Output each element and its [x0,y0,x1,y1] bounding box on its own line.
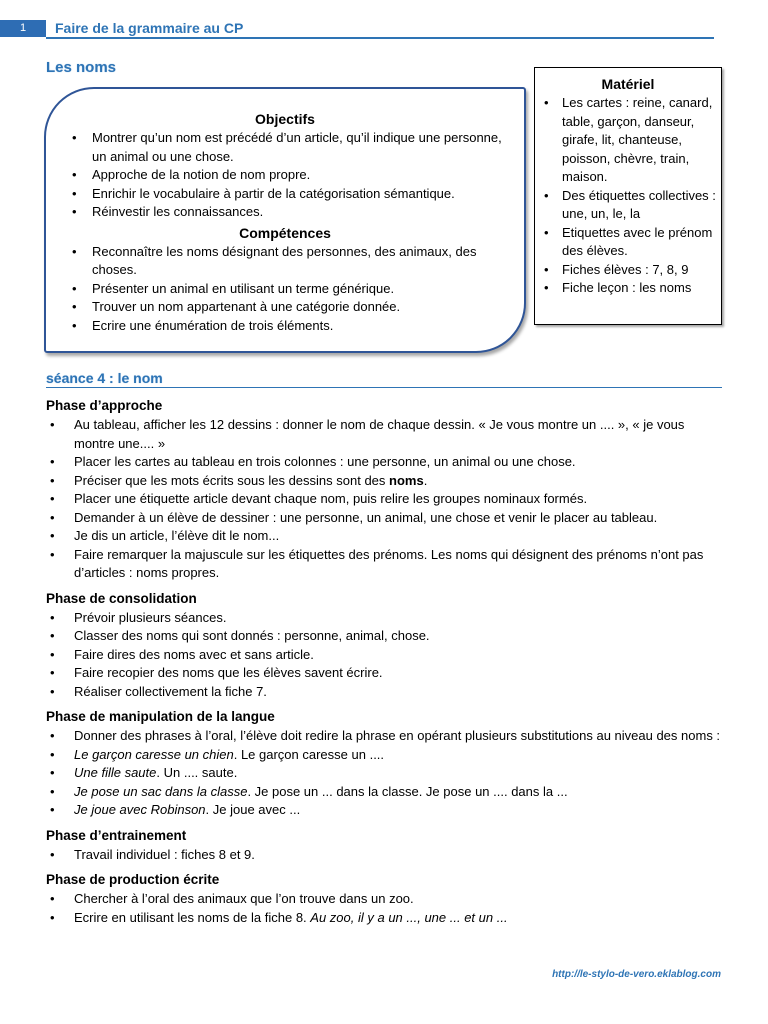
materiel-heading: Matériel [601,76,655,92]
objectifs-list [62,129,506,222]
text-run: Faire recopier des noms que les élèves savent écrire. [74,665,383,680]
phase-list [46,416,722,583]
phase-list [46,890,722,927]
competence-item: • Trouver un nom appartenant à une catégorie donnée. [62,298,506,317]
phase-list [46,609,722,702]
phase-heading: Phase de manipulation de la langue [46,709,275,724]
text-run: Ecrire en utilisant les noms de la fiche 8. [74,909,311,925]
text-run: Je joue avec Robinson [74,802,206,817]
competences-heading: Compétences [239,224,331,241]
phase-heading: Phase de production écrite [46,872,220,887]
phase-heading: Phase de consolidation [46,590,197,606]
phase-item [46,764,722,783]
phase-item [46,801,722,820]
phase-item [46,890,722,909]
materiel-item: • Fiches élèves : 7, 8, 9 [535,261,721,280]
seance-title: séance 4 : le nom [46,370,163,386]
phase-heading: Phase d’entrainement [46,827,187,843]
phase-list [46,727,722,820]
text-run: Donner des phrases à l’oral, l’élève doit redire la phrase en opérant plusieurs substitutions au niveau des noms : [74,728,721,743]
phase-item [46,783,722,802]
objectif-item: • Approche de la notion de nom propre. [62,166,506,185]
phase-item [46,490,722,509]
objectives-box [44,87,526,353]
competence-item: • Reconnaître les noms désignant des personnes, des animaux, des choses. [62,243,506,280]
phase-item [46,646,722,665]
competence-item: • Ecrire une énumération de trois éléments. [62,317,506,336]
text-run: Prévoir plusieurs séances. [74,609,227,625]
text-run: Faire remarquer la majuscule sur les étiquettes des prénoms. Les noms qui désignent des prénoms n’ont pas d’articles : noms propres. [74,546,704,580]
text-run: Réaliser collectivement la fiche 7. [74,683,267,699]
seance-rule [46,387,722,388]
phase-item [46,509,722,528]
phase-list [46,846,722,865]
phase-item [46,846,722,865]
phase-item [46,683,722,702]
phase-item [46,664,722,683]
competences-list [62,243,506,336]
text-run: Une fille saute [74,765,157,780]
text-run: Placer les cartes au tableau en trois colonnes : une personne, un animal ou une chose. [74,454,576,469]
objectif-item: • Réinvestir les connaissances. [62,203,506,222]
section-title: Les noms [46,59,117,76]
objectif-item: • Enrichir le vocabulaire à partir de la catégorisation sémantique. [62,185,506,204]
materiel-item: • Fiche leçon : les noms [535,279,721,298]
text-run: Au tableau, afficher les 12 dessins : donner le nom de chaque dessin. « Je vous montre un .... », « je vous montre une.... » [74,417,685,451]
text-run: Je dis un article, l’élève dit le nom... [74,528,280,543]
materiel-item: • Des étiquettes collectives : une, un, le, la [535,187,721,224]
text-run: . Je joue avec ... [205,802,301,817]
text-run: Le garçon caresse un chien [74,746,234,762]
text-run: Placer une étiquette article devant chaque nom, puis relire les groupes nominaux formés. [74,491,588,506]
text-run: . Je pose un ... dans la classe. Je pose un .... dans la ... [247,783,568,799]
phase-item [46,546,722,583]
competence-item: • Présenter un animal en utilisant un terme générique. [62,280,506,299]
text-run: noms [389,472,424,488]
text-run: Classer des noms qui sont donnés : personne, animal, chose. [74,628,430,643]
text-run: Faire dires des noms avec et sans article. [74,646,314,662]
materiel-item: • Les cartes : reine, canard, table, garçon, danseur, girafe, lit, chanteuse, poisson, chèvre, train, maison. [535,94,721,187]
phase-item [46,472,722,491]
phase-item [46,453,722,472]
phase-heading: Phase d’approche [46,398,163,413]
text-run: Préciser que les mots écrits sous les dessins sont des [74,472,390,488]
phase-item [46,746,722,765]
seance-content [46,396,722,933]
text-run: Je pose un sac dans la classe [74,783,248,799]
text-run: . Un .... saute. [156,765,238,780]
objectifs-heading: Objectifs [255,111,315,127]
text-run: . [423,472,428,488]
page-number: 1 [0,20,46,37]
phase-item [46,627,722,646]
document-title: Faire de la grammaire au CP [55,20,244,36]
phase-item [46,416,722,453]
phase-item [46,909,722,928]
phase-item [46,527,722,546]
phase-item [46,609,722,628]
text-run: Travail individuel : fiches 8 et 9. [74,846,255,862]
footer-link[interactable]: http://le-stylo-de-vero.eklablog.com [552,969,721,980]
materiel-box [534,67,722,325]
objectif-item: • Montrer qu’un nom est précédé d’un article, qu’il indique une personne, un animal ou une chose. [62,129,506,166]
text-run: Demander à un élève de dessiner : une personne, un animal, une chose et venir le placer au tableau. [74,509,658,525]
materiel-list [535,94,721,298]
text-run: Au zoo, il y a un ..., une ... et un ... [310,909,508,925]
phase-item [46,727,722,746]
header-rule [46,37,714,39]
materiel-item: • Etiquettes avec le prénom des élèves. [535,224,721,261]
text-run: . Le garçon caresse un .... [233,746,385,762]
text-run: Chercher à l’oral des animaux que l’on trouve dans un zoo. [74,891,414,906]
